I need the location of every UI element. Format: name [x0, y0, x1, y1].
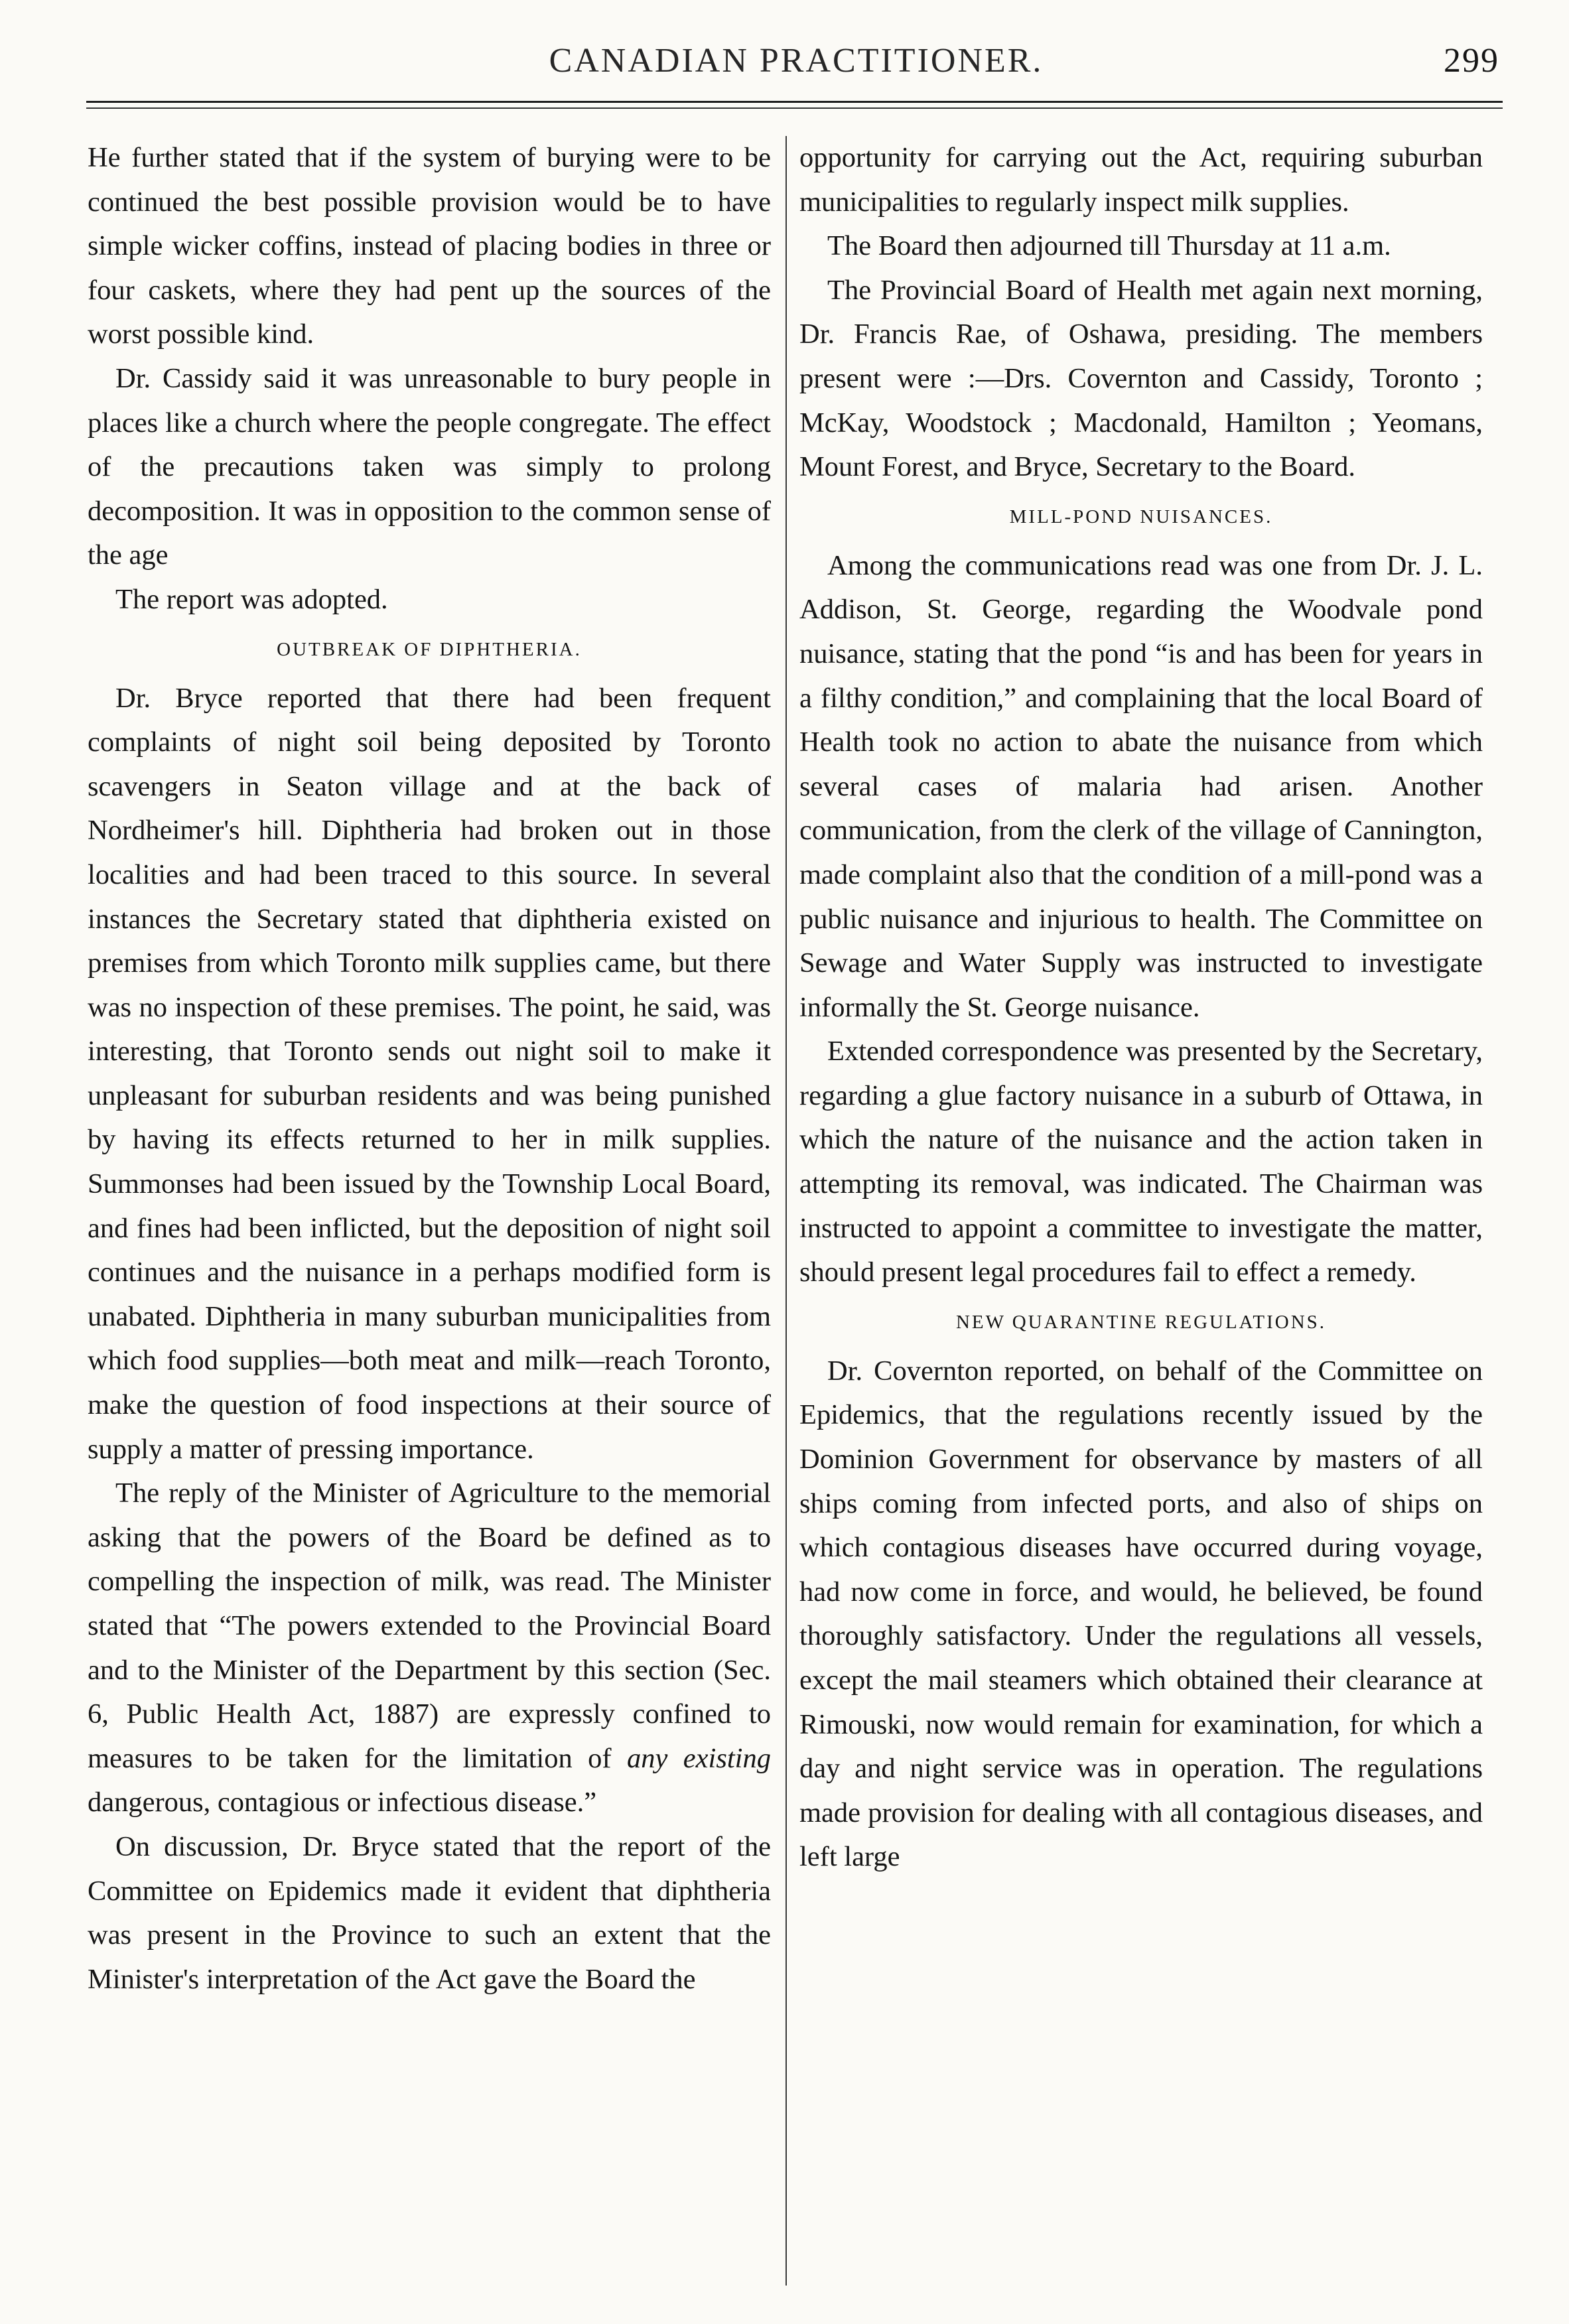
- paragraph-cassidy-remarks: Dr. Cassidy said it was unreasonable to bury people in places like a church where the people congregate. The effect of the precautions taken was simply to prolong decomposition. It was in opposition to the common sense of the age: [88, 362, 771, 571]
- paragraph-minister-reply: [88, 1471, 771, 1825]
- paragraph-glue-factory: Extended correspondence was presented by the Secretary, regarding a glue factory nuisance in a suburb of Ottawa, in which the nature of the nuisance and the action taken in attempting its removal, was indicated. The Chairman was instructed to appoint a committee to investigate the matter, should present legal procedures fail to effect a remedy.: [799, 1036, 1483, 1288]
- right-column: [799, 136, 1483, 2299]
- header-rule-secondary: [86, 107, 1503, 109]
- paragraph-discussion: On discussion, Dr. Bryce stated that the report of the Committee on Epidemics made it evident that diphtheria was present in the Province to such an extent that the Minister's interpretation of the Act gave the Board the: [88, 1830, 771, 1995]
- minister-reply-text: The reply of the Minister of Agriculture to the memorial asking that the powers of the Board be defined as to compelling the inspection of milk, was read. The Minister stated that “The powers extended to the Provincial Board and to the Minister of the Department by this section (Sec. 6, Public Health Act, 1887) are expressly confined to measures to be taken for the limitation of: [88, 1477, 771, 1774]
- paragraph-burial-wicker-coffins: He further stated that if the system of burying were to be continued the best possible provision would be to have simple wicker coffins, instead of placing bodies in three or four caskets, where they had pent up the sources of the worst possible kind.: [88, 142, 771, 350]
- paragraph-adjourned: The Board then adjourned till Thursday at 11 a.m.: [827, 230, 1391, 262]
- paragraph-communications: Among the communications read was one from Dr. J. L. Addison, St. George, regarding the Woodvale pond nuisance, stating that the pond “is and has been for years in a filthy condition,” and complaining that the local Board of Health took no action to abate the nuisance from which several cases of malaria had arisen. Another communication, from the clerk of the village of Cannington, made complaint also that the condition of a mill-pond was a public nuisance and injurious to health. The Committee on Sewage and Water Supply was instructed to investigate informally the St. George nuisance.: [799, 549, 1483, 1023]
- paragraph-report-adopted: The report was adopted.: [115, 583, 388, 615]
- page-number: 299: [1444, 42, 1499, 80]
- section-heading-diphtheria: OUTBREAK OF DIPHTHERIA.: [277, 638, 582, 660]
- column-divider: [785, 136, 787, 2286]
- left-column: [88, 136, 771, 2299]
- paragraph-bryce-report: Dr. Bryce reported that there had been frequent complaints of night soil being deposited by Toronto scavengers in Seaton village and at the back of Nordheimer's hill. Diphtheria had broken out in those localities and had been traced to this source. In several instances the Secretary stated that diphtheria existed on premises from which Toronto milk supplies came, but there was no inspection of these premises. The point, he said, was interesting, that Toronto sends out night soil to make it unpleasant for suburban residents and was being punished by having its effects returned to her in milk supplies. Summonses had been issued by the Township Local Board, and fines had been inflicted, but the deposition of night soil continues and the nuisance in a perhaps modified form is unabated. Diphtheria in many suburban municipalities from which food supplies—both meat and milk—reach Toronto, make the question of food inspections at their source of supply a matter of pressing importance.: [88, 682, 771, 1465]
- page-header: [93, 41, 1499, 94]
- paragraph-board-met: The Provincial Board of Health met again next morning, Dr. Francis Rae, of Oshawa, presiding. The members present were :—Drs. Covernton and Cassidy, Toronto ; McKay, Woodstock ; Macdonald, Hamilton ; Yeomans, Mount Forest, and Bryce, Secretary to the Board.: [799, 274, 1483, 483]
- section-heading-quarantine: NEW QUARANTINE REGULATIONS.: [955, 1311, 1327, 1333]
- paragraph-continuation: opportunity for carrying out the Act, requiring suburban municipalities to regularly inspect milk supplies.: [799, 142, 1483, 218]
- header-rule: [86, 101, 1503, 103]
- running-title: CANADIAN PRACTITIONER.: [549, 42, 1044, 80]
- minister-reply-text-end: dangerous, contagious or infectious disease.”: [88, 1787, 597, 1818]
- minister-reply-emphasis: any existing: [627, 1742, 771, 1774]
- section-heading-mill-pond: MILL-POND NUISANCES.: [1009, 506, 1273, 527]
- paragraph-covernton-report: Dr. Covernton reported, on behalf of the Committee on Epidemics, that the regulations recently issued by the Dominion Government for observance by masters of all ships coming from infected ports, and also of ships on which contagious diseases have occurred during voyage, had now come in force, and would, he believed, be found thoroughly satisfactory. Under the regulations all vessels, except the mail steamers which obtained their clearance at Rimouski, now would remain for examination, for which a day and night service was in operation. The regulations made provision for dealing with all contagious diseases, and left large: [799, 1355, 1483, 1873]
